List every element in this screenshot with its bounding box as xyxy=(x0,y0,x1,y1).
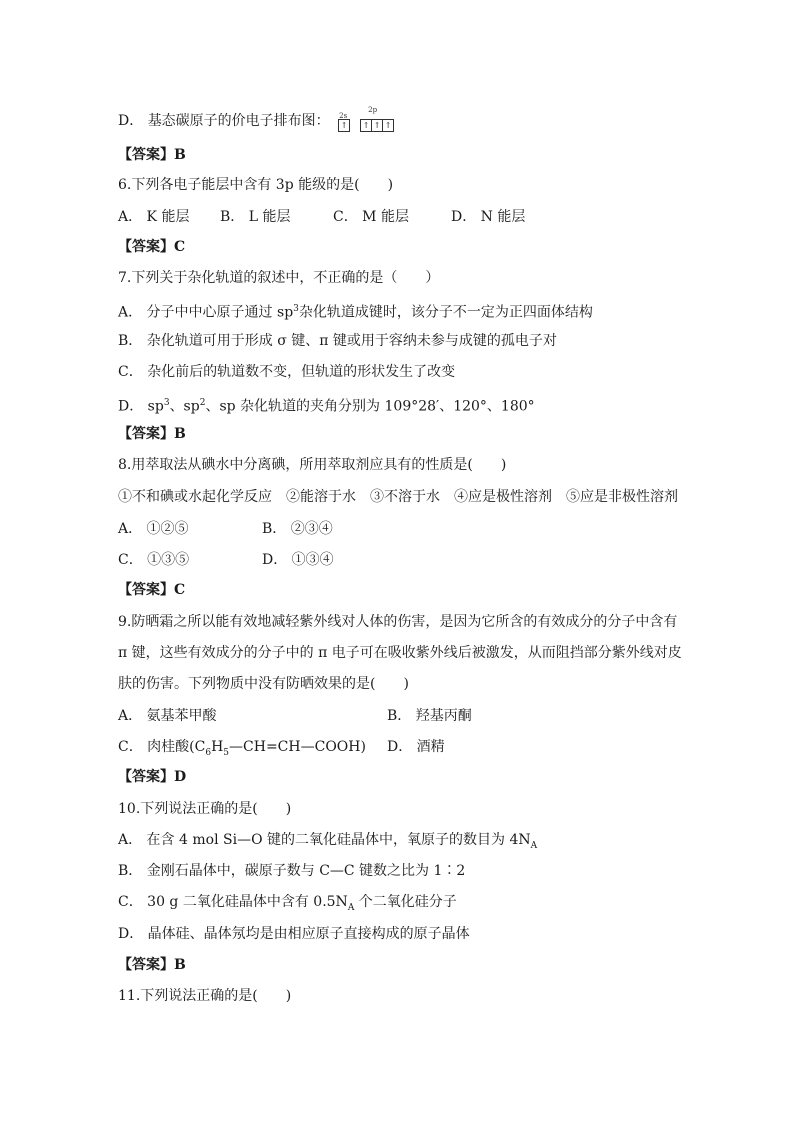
q6-option-c: C． M 能层 xyxy=(333,209,409,225)
q10-answer: 【答案】B xyxy=(118,957,186,973)
q9-answer: 【答案】D xyxy=(118,769,187,785)
q11-stem: 11.下列说法正确的是( ) xyxy=(118,988,292,1004)
q10-option-a-sub: A xyxy=(530,840,538,851)
q7-answer: 【答案】B xyxy=(118,426,186,442)
q5-option-d-prefix: D． xyxy=(118,113,144,129)
q8-stem: 8.用萃取法从碘水中分离碘，所用萃取剂应具有的性质是( ) xyxy=(118,457,507,473)
q10-option-b: B． 金刚石晶体中，碳原子数与 C—C 键数之比为 1∶2 xyxy=(118,863,466,879)
q7-option-a xyxy=(118,299,593,323)
orbital-label-2p: 2p xyxy=(368,106,378,114)
q9-option-c-pre: C． 肉桂酸(C xyxy=(118,739,206,755)
q9-stem-line2: π 键，这些有效成分的分子中的 π 电子可在吸收紫外线后被激发，从而阻挡部分紫外线对皮 xyxy=(118,645,682,661)
q7-option-a-pre: A． 分子中中心原子通过 sp xyxy=(118,304,294,321)
q5-option-d-text: 基态碳原子的价电子排布图： xyxy=(147,113,330,129)
q9-option-b: B． 羟基丙酮 xyxy=(387,708,472,724)
q10-option-d: D． 晶体硅、晶体氖均是由相应原子直接构成的原子晶体 xyxy=(118,926,470,942)
orbital-box-2s: ↑ xyxy=(338,119,350,132)
q8-option-d: D． ①③④ xyxy=(262,552,334,568)
q10-option-c-pre: C． 30 g 二氧化硅晶体中含有 0.5N xyxy=(118,894,348,910)
q7-option-c: C． 杂化前后的轨道数不变，但轨道的形状发生了改变 xyxy=(118,364,456,380)
q8-option-c: C． ①③⑤ xyxy=(118,552,190,568)
q9-option-a: A． 氨基苯甲酸 xyxy=(118,708,217,724)
orbital-label-2s: 2s xyxy=(339,112,348,120)
q7-option-a-post: 杂化轨道成键时，该分子不一定为正四面体结构 xyxy=(298,304,593,321)
q5-option-d xyxy=(118,108,394,134)
q8-option-b: B． ②③④ xyxy=(262,521,333,537)
orbital-diagram xyxy=(338,108,394,134)
q6-answer: 【答案】C xyxy=(118,239,186,255)
q9-stem-line3: 肤的伤害。下列物质中没有防晒效果的是( ) xyxy=(118,676,409,692)
q9-option-c-post: —CH=CH—COOH) xyxy=(229,739,366,755)
orbital-box-2p-2: ↑ xyxy=(372,119,383,132)
q10-stem: 10.下列说法正确的是( ) xyxy=(118,801,292,817)
q7-option-d-pre: D． sp xyxy=(118,398,164,415)
q9-option-c-sub1: 6 xyxy=(205,747,212,758)
q9-option-c-mid: H xyxy=(211,739,224,755)
q9-stem-line1: 9.防晒霜之所以能有效地减轻紫外线对人体的伤害，是因为它所含的有效成分的分子中含有 xyxy=(118,614,678,630)
q7-option-d-sup1: 3 xyxy=(163,398,170,408)
q7-option-d-mid: 、sp xyxy=(169,398,200,415)
q7-option-d xyxy=(118,393,535,417)
q10-option-a xyxy=(118,830,537,856)
q9-option-d: D． 酒精 xyxy=(387,739,445,755)
q6-stem: 6.下列各电子能层中含有 3p 能级的是( ) xyxy=(118,177,394,193)
q7-stem: 7.下列关于杂化轨道的叙述中，不正确的是（ ） xyxy=(118,270,440,286)
q8-properties: ①不和碘或水起化学反应 ②能溶于水 ③不溶于水 ④应是极性溶剂 ⑤应是非极性溶剂 xyxy=(118,489,678,505)
q9-option-c xyxy=(118,736,366,758)
orbital-box-2p-1: ↑ xyxy=(360,119,372,132)
q7-option-a-sup: 3 xyxy=(293,304,299,314)
q10-option-c xyxy=(118,892,457,918)
q6-option-a: A． K 能层 xyxy=(118,209,190,225)
q9-option-c-sub2: 5 xyxy=(223,747,230,758)
q6-option-d: D． N 能层 xyxy=(451,209,526,225)
q8-option-a: A． ①②⑤ xyxy=(118,521,189,537)
orbital-box-2p-3: ↑ xyxy=(383,119,394,132)
q7-option-d-sup2: 2 xyxy=(199,398,206,408)
q5-answer: 【答案】B xyxy=(118,147,186,163)
q10-option-c-post: 个二氧化硅分子 xyxy=(354,894,457,910)
q7-option-b: B． 杂化轨道可用于形成 σ 键、π 键或用于容纳未参与成键的孤电子对 xyxy=(118,333,557,349)
q10-option-c-sub: A xyxy=(347,902,355,913)
q8-answer: 【答案】C xyxy=(118,582,186,598)
q10-option-a-pre: A． 在含 4 mol Si—O 键的二氧化硅晶体中，氧原子的数目为 4N xyxy=(118,832,531,848)
q6-option-b: B． L 能层 xyxy=(220,209,291,225)
q7-option-d-post: 、sp 杂化轨道的夹角分别为 109°28′、120°、180° xyxy=(205,398,535,415)
